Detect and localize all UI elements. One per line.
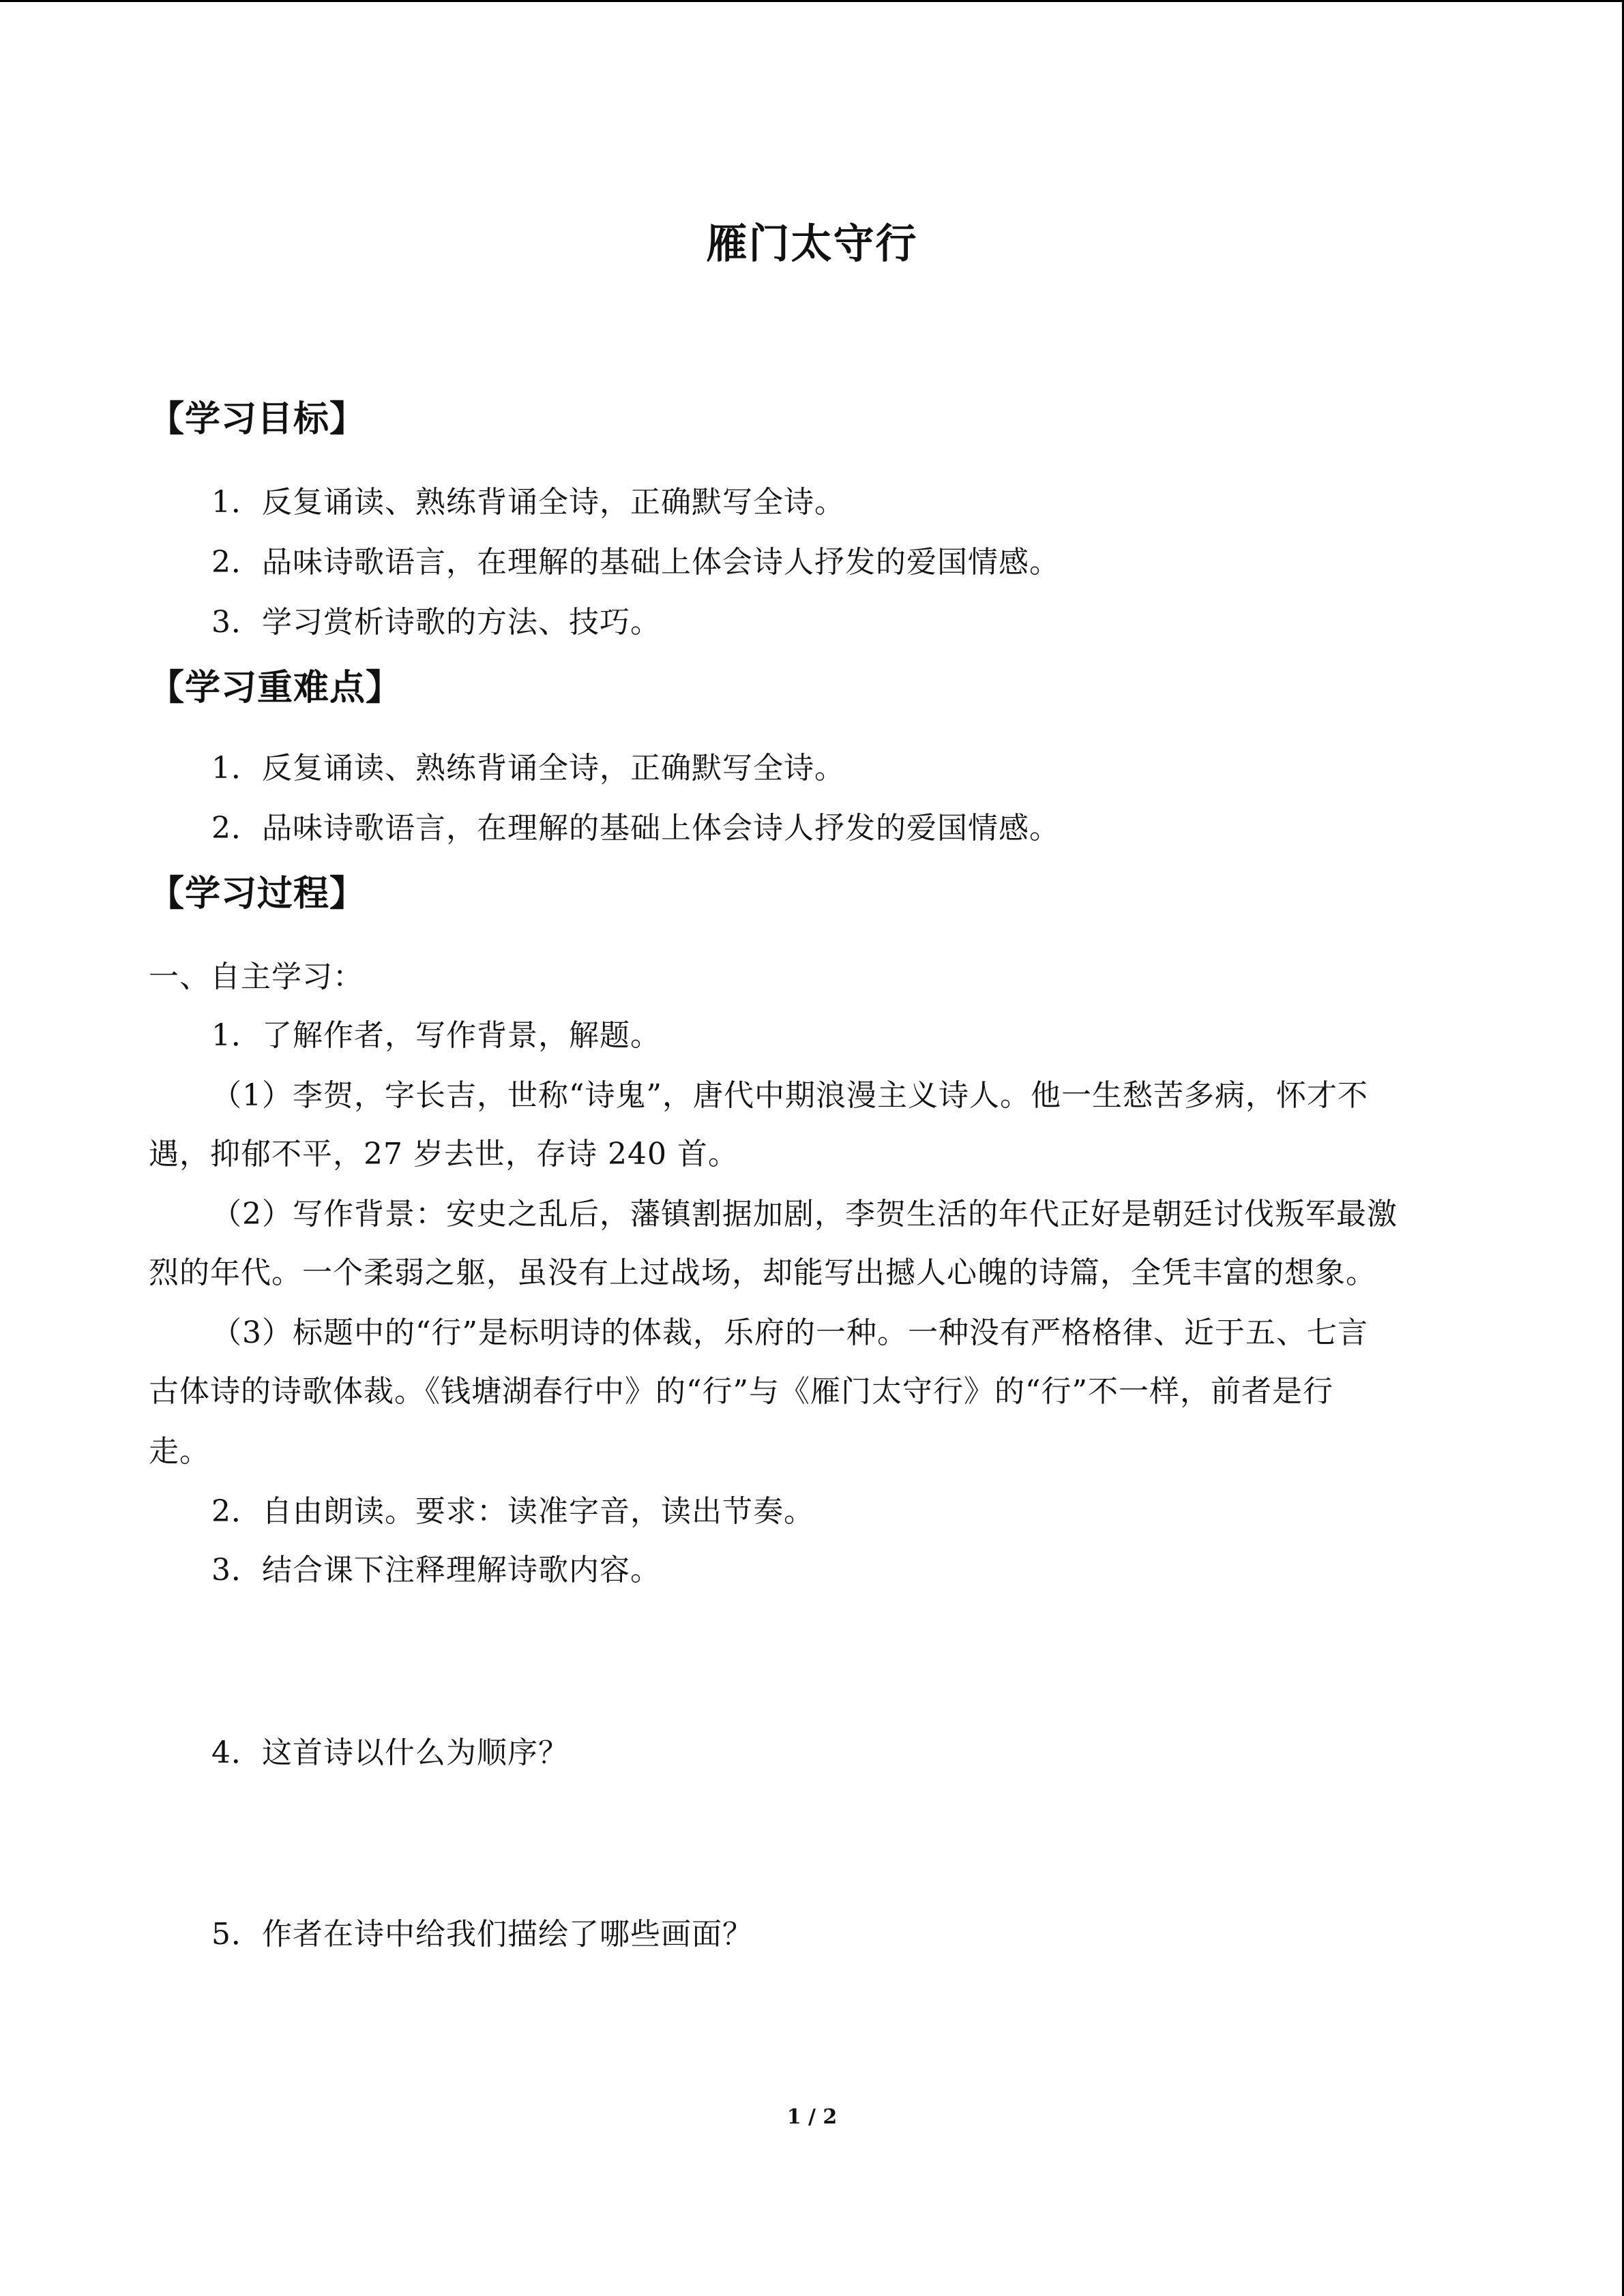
- note-3-line-1: （3）标题中的“行”是标明诗的体裁，乐府的一种。一种没有严格格律、近于五、七言: [211, 1315, 1368, 1350]
- part1-title: 一、自主学习：: [149, 959, 364, 994]
- document-title: 雁门太守行: [706, 220, 918, 268]
- step-2: 2．自由朗读。要求：读准字音，读出节奏。: [211, 1494, 814, 1529]
- heading-objectives: 【学习目标】: [149, 399, 366, 440]
- note-1-line-1: （1）李贺，字长吉，世称“诗鬼”，唐代中期浪漫主义诗人。他一生愁苦多病，怀才不: [211, 1078, 1368, 1113]
- note-2-line-1: （2）写作背景：安史之乱后，藩镇割据加剧，李贺生活的年代正好是朝廷讨伐叛军最激: [211, 1197, 1398, 1232]
- objective-item-3: 3．学习赏析诗歌的方法、技巧。: [211, 605, 661, 640]
- note-3-line-3: 走。: [149, 1434, 210, 1469]
- heading-process: 【学习过程】: [149, 874, 366, 914]
- note-1-line-2: 遇，抑郁不平，27 岁去世，存诗 240 首。: [149, 1137, 739, 1172]
- step-3: 3．结合课下注释理解诗歌内容。: [211, 1553, 661, 1587]
- page-border-top: [0, 0, 1624, 2]
- step-5: 5．作者在诗中给我们描绘了哪些画面？: [211, 1917, 753, 1952]
- note-3-line-2: 古体诗的诗歌体裁。《钱塘湖春行中》的“行”与《雁门太守行》的“行”不一样，前者是行: [149, 1374, 1333, 1409]
- step-1: 1．了解作者，写作背景，解题。: [211, 1018, 661, 1053]
- key-point-item-2: 2．品味诗歌语言，在理解的基础上体会诗人抒发的爱国情感。: [211, 811, 1060, 846]
- step-4: 4．这首诗以什么为顺序？: [211, 1735, 569, 1770]
- page-number: 1 / 2: [786, 2105, 838, 2129]
- note-2-line-2: 烈的年代。一个柔弱之躯，虽没有上过战场，却能写出撼人心魄的诗篇，全凭丰富的想象。: [149, 1255, 1376, 1290]
- heading-key-points: 【学习重难点】: [149, 668, 402, 709]
- objective-item-2: 2．品味诗歌语言，在理解的基础上体会诗人抒发的爱国情感。: [211, 545, 1060, 580]
- key-point-item-1: 1．反复诵读、熟练背诵全诗，正确默写全诗。: [211, 751, 845, 786]
- objective-item-1: 1．反复诵读、熟练背诵全诗，正确默写全诗。: [211, 485, 845, 520]
